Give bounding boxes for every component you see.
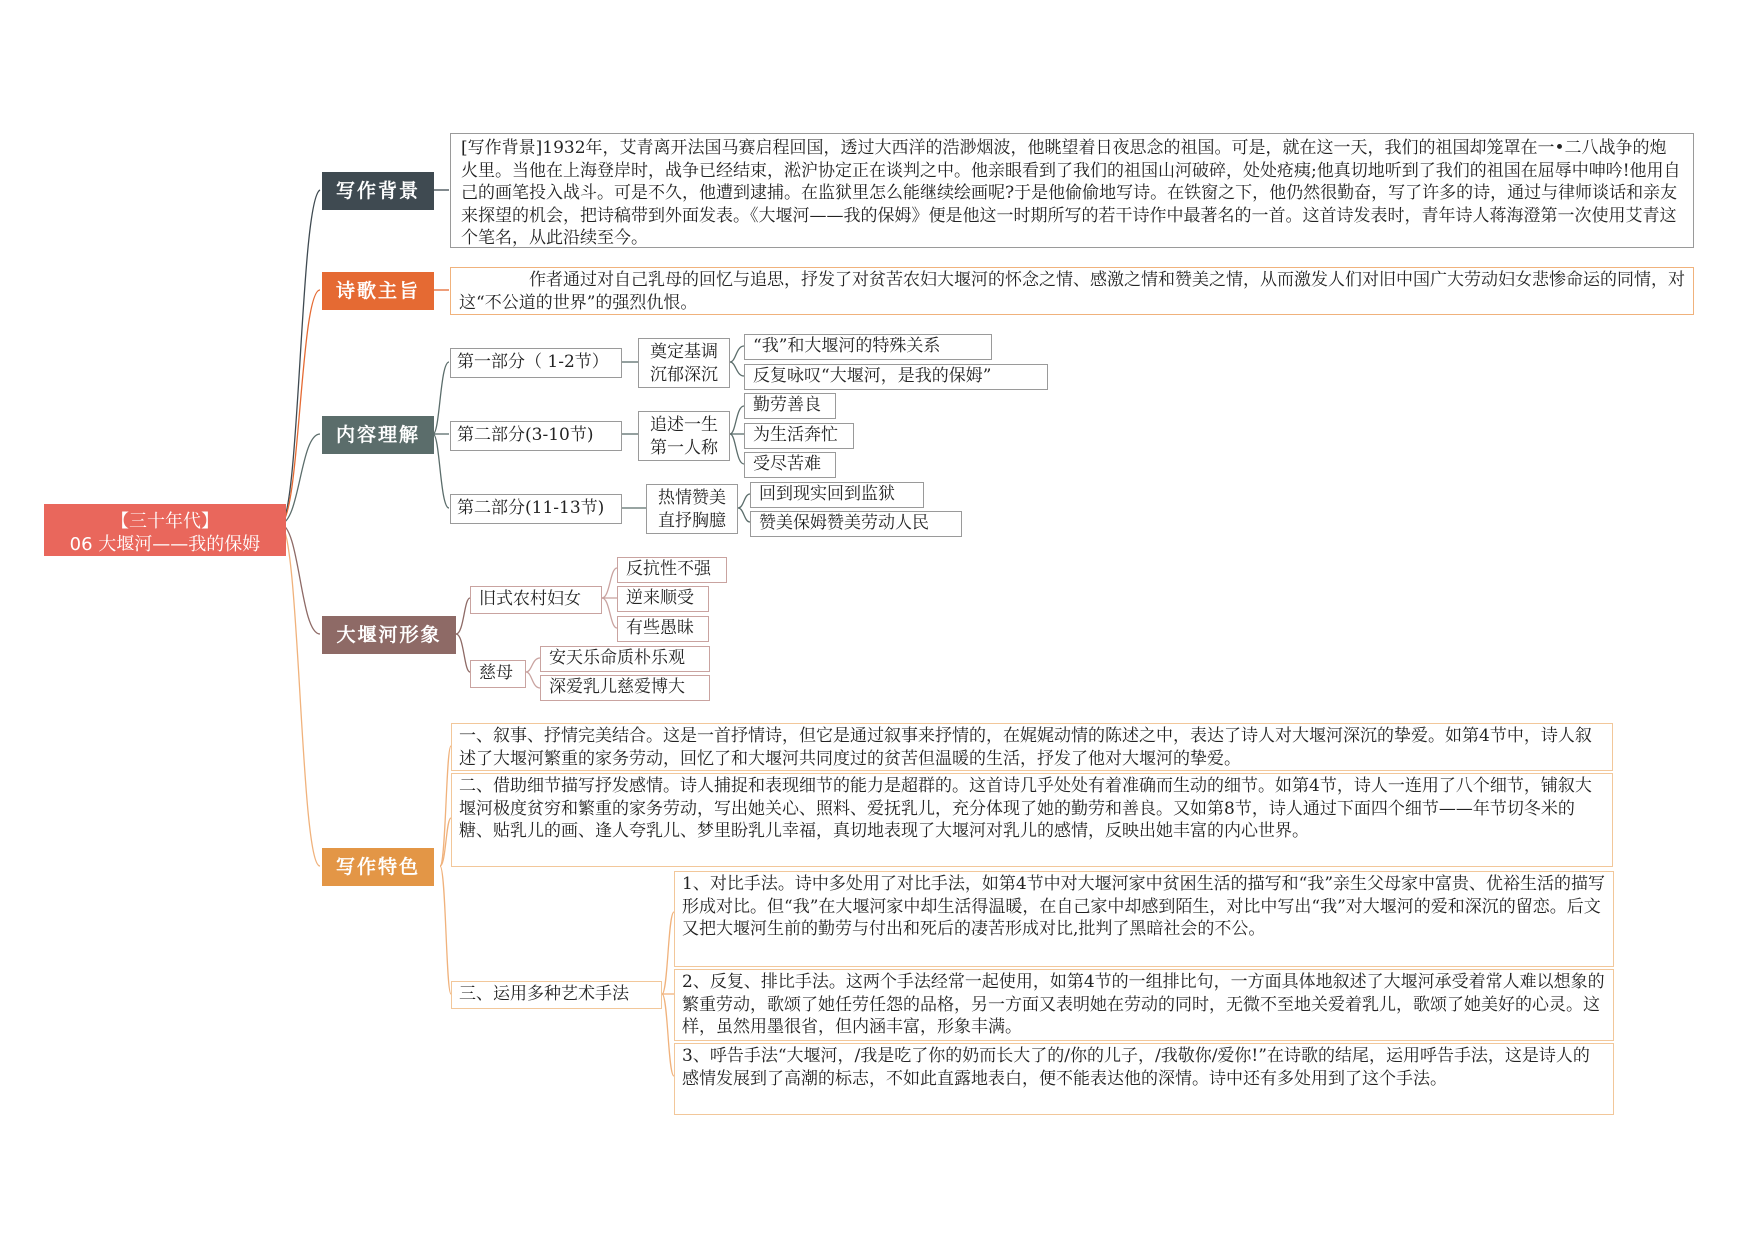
branch-label: 写作特色 — [335, 856, 420, 878]
part-3-title[interactable]: 第二部分(11-13节) — [450, 494, 622, 524]
branch-label: 诗歌主旨 — [335, 280, 420, 302]
part-3-item[interactable]: 赞美保姆赞美劳动人民 — [750, 511, 962, 537]
image-group-title[interactable]: 慈母 — [470, 660, 526, 688]
root-title: 06 大堰河——我的保姆 — [69, 534, 261, 555]
part-1-item[interactable]: 反复咏叹“大堰河，是我的保姆” — [744, 364, 1048, 390]
branch-label: 写作背景 — [335, 180, 420, 202]
image-group-title[interactable]: 旧式农村妇女 — [470, 586, 602, 614]
feature-3-item: 2、反复、排比手法。这两个手法经常一起使用，如第4节的一组排比句，一方面具体地叙述了大堰河承受着常人难以想象的繁重劳动，歌颂了她任劳任怨的品格，另一方面又表明她在劳动的同时，无微不至地关爱着乳儿，歌颂了她美好的心灵。这样，虽然用墨很省，但内涵丰富，形象丰满。 — [674, 969, 1614, 1041]
branch-label: 内容理解 — [335, 424, 420, 446]
part-1-item[interactable]: “我”和大堰河的特殊关系 — [744, 334, 992, 360]
part-1-summary[interactable]: 奠定基调 沉郁深沉 — [638, 338, 730, 388]
part-2-summary[interactable]: 追述一生 第一人称 — [638, 411, 730, 461]
branch-writing-background[interactable] — [322, 172, 434, 210]
part-2-item[interactable]: 受尽苦难 — [744, 452, 836, 478]
feature-2-text: 二、借助细节描写抒发感情。诗人捕捉和表现细节的能力是超群的。这首诗几乎处处有着准确而生动的细节。如第4节，诗人一连用了八个细节，铺叙大堰河极度贫穷和繁重的家务劳动，写出她关心、照料、爱抚乳儿，充分体现了她的勤劳和善良。又如第8节，诗人通过下面四个细节——年节切冬米的糖、贴乳儿的画、逢人夸乳儿、梦里盼乳儿幸福，真切地表现了大堰河对乳儿的感情，反映出她丰富的内心世界。 — [451, 773, 1613, 867]
part-1-title[interactable]: 第一部分（ 1-2节） — [450, 348, 622, 378]
feature-3-title[interactable]: 三、运用多种艺术手法 — [451, 981, 662, 1009]
image-item[interactable]: 安天乐命质朴乐观 — [540, 646, 710, 672]
root-topic[interactable] — [44, 504, 286, 556]
part-2-title[interactable]: 第二部分(3-10节) — [450, 421, 622, 451]
feature-1-text: 一、叙事、抒情完美结合。这是一首抒情诗，但它是通过叙事来抒情的，在娓娓动情的陈述之中，表达了诗人对大堰河深沉的挚爱。如第4节中，诗人叙述了大堰河繁重的家务劳动，回忆了和大堰河共同度过的贫苦但温暖的生活，抒发了他对大堰河的挚爱。 — [451, 723, 1613, 771]
part-2-item[interactable]: 勤劳善良 — [744, 393, 836, 419]
image-item[interactable]: 逆来顺受 — [617, 586, 709, 612]
feature-3-item: 1、对比手法。诗中多处用了对比手法，如第4节中对大堰河家中贫困生活的描写和“我”亲生父母家中富贵、优裕生活的描写形成对比。但“我”在大堰河家中却生活得温暖，在自己家中却感到陌生，对比中写出“我”对大堰河的爱和深沉的留恋。后文又把大堰河生前的勤劳与付出和死后的凄苦形成对比,批判了黑暗社会的不公。 — [674, 871, 1614, 967]
branch-label: 大堰河形象 — [336, 624, 442, 646]
feature-3-item: 3、呼告手法“大堰河，/我是吃了你的奶而长大了的/你的儿子，/我敬你/爱你!”在诗歌的结尾，运用呼告手法，这是诗人的感情发展到了高潮的标志，不如此直露地表白，便不能表达他的深情。诗中还有多处用到了这个手法。 — [674, 1043, 1614, 1115]
image-item[interactable]: 反抗性不强 — [617, 557, 727, 583]
image-item[interactable]: 有些愚昧 — [617, 616, 709, 642]
branch-content[interactable] — [322, 416, 434, 454]
theme-text: 作者通过对自己乳母的回忆与追思，抒发了对贫苦农妇大堰河的怀念之情、感激之情和赞美之情，从而激发人们对旧中国广大劳动妇女悲惨命运的同情，对这“不公道的世界”的强烈仇恨。 — [450, 267, 1694, 315]
part-2-item[interactable]: 为生活奔忙 — [744, 423, 854, 449]
root-period: 【三十年代】 — [111, 511, 219, 532]
part-3-item[interactable]: 回到现实回到监狱 — [750, 482, 924, 508]
branch-poem-theme[interactable] — [322, 272, 434, 310]
branch-image[interactable] — [322, 616, 456, 654]
branch-writing-features[interactable] — [322, 848, 434, 886]
part-3-summary[interactable]: 热情赞美 直抒胸臆 — [646, 484, 738, 534]
image-item[interactable]: 深爱乳儿慈爱博大 — [540, 675, 710, 701]
background-text: [写作背景]1932年，艾青离开法国马赛启程回国，透过大西洋的浩渺烟波，他眺望着日夜思念的祖国。可是，就在这一天，我们的祖国却笼罩在一•二八战争的炮火里。当他在上海登岸时，战争已经结束，淞沪协定正在谈判之中。他亲眼看到了我们的祖国山河破碎，处处疮痍;他真切地听到了我们的祖国在屈辱中呻吟!他用自己的画笔投入战斗。可是不久，他遭到逮捕。在监狱里怎么能继续绘画呢?于是他偷偷地写诗。在铁窗之下，他仍然很勤奋，写了许多的诗，通过与律师谈话和亲友来探望的机会，把诗稿带到外面发表。《大堰河——我的保姆》便是他这一时期所写的若干诗作中最著名的一首。这首诗发表时，青年诗人蒋海澄第一次使用艾青这个笔名，从此沿续至今。 — [450, 133, 1694, 248]
